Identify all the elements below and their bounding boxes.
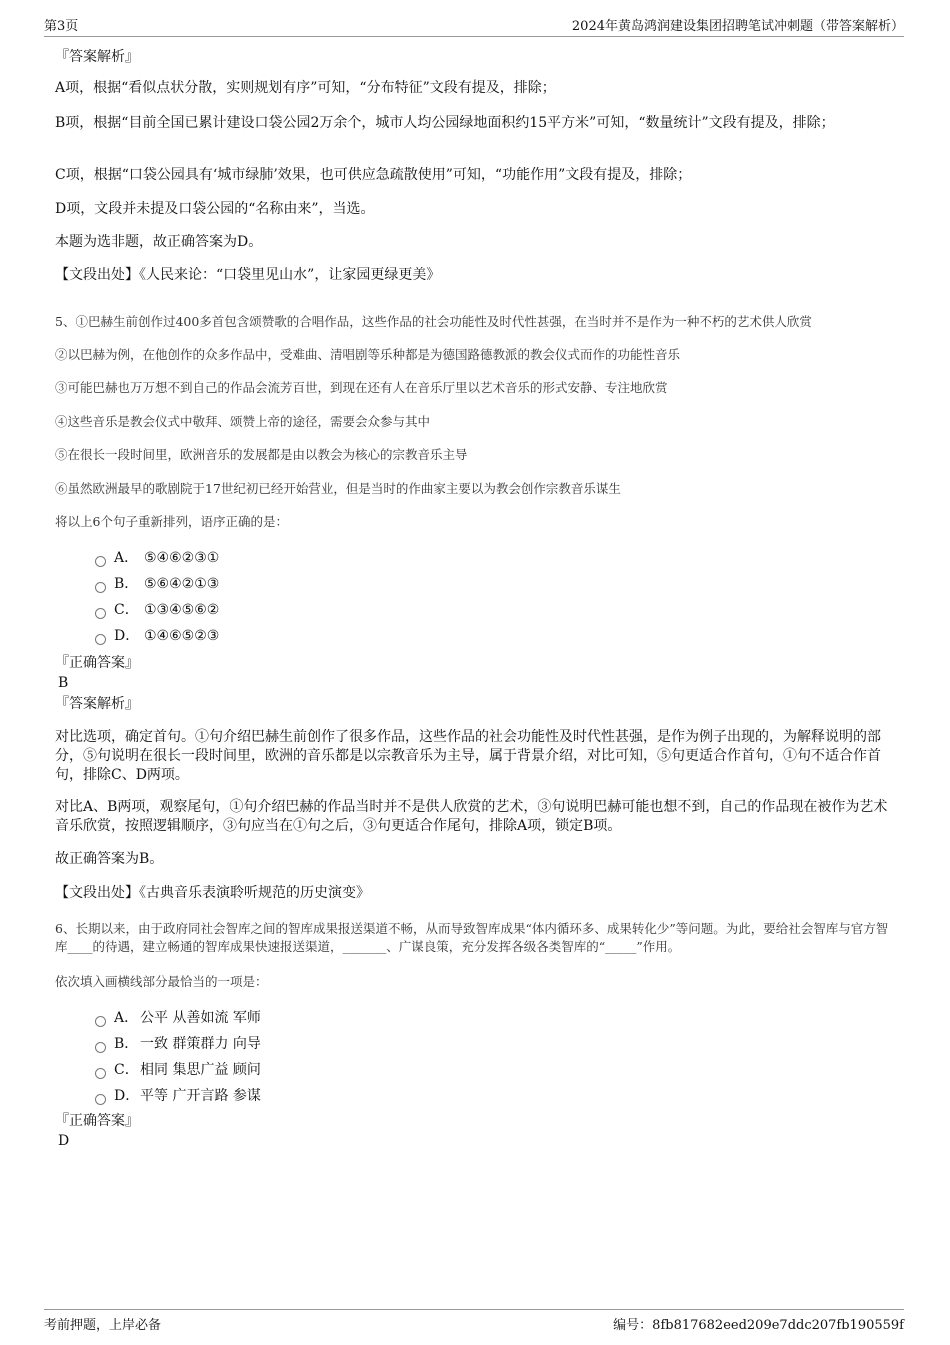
option-text: 相同 集思广益 顾问	[140, 1062, 261, 1078]
q5-source: 【文段出处】《古典音乐表演聆听规范的历史演变》	[55, 885, 370, 901]
radio-icon[interactable]	[95, 582, 106, 593]
q6-answer-label: 『正确答案』	[55, 1113, 139, 1129]
option-letter: D．	[114, 1088, 140, 1104]
q6-prompt: 依次填入画横线部分最恰当的一项是：	[55, 974, 268, 989]
q6-stem: 6、长期以来，由于政府同社会智库之间的智库成果报送渠道不畅，从而导致智库成果“体内循环多、成果转化少”等问题。为此，要给社会智库与官方智库____的待遇，建立畅通的智库成果快速报送渠道，_______、广谋良策，充分发挥各级各类智库的“_____”作用。	[55, 921, 889, 954]
q5-sentence-1: 5、①巴赫生前创作过400多首包含颂赞歌的合唱作品，这些作品的社会功能性及时代性甚强，在当时并不是作为一种不朽的艺术供人欣赏	[55, 314, 812, 329]
radio-icon[interactable]	[95, 608, 106, 619]
option-letter: D．	[114, 628, 140, 644]
q6-option-d[interactable]	[95, 1086, 890, 1106]
option-text: 一致 群策群力 向导	[140, 1036, 261, 1052]
option-letter: C．	[114, 1062, 139, 1078]
radio-icon[interactable]	[95, 1068, 106, 1079]
page-header	[44, 14, 904, 37]
q5-sentence-4: ④这些音乐是教会仪式中敬拜、颂赞上帝的途径，需要会众参与其中	[55, 414, 431, 429]
q5-option-b[interactable]	[95, 574, 890, 594]
source-citation: 【文段出处】《人民来论：“口袋里见山水”，让家园更绿更美》	[55, 267, 441, 283]
analysis-label: 『答案解析』	[55, 49, 139, 65]
radio-icon[interactable]	[95, 1016, 106, 1027]
option-text: 公平 从善如流 军师	[140, 1010, 261, 1026]
footer-slogan: 考前押题，上岸必备	[44, 1318, 162, 1333]
q5-option-d[interactable]	[95, 626, 890, 646]
q5-sentence-6: ⑥虽然欧洲最早的歌剧院于17世纪初已经开始营业，但是当时的作曲家主要以为教会创作宗教音乐谋生	[55, 481, 621, 496]
q5-sentence-3: ③可能巴赫也万万想不到自己的作品会流芳百世，到现在还有人在音乐厅里以艺术音乐的形式安静、专注地欣赏	[55, 380, 668, 395]
q5-sentence-2: ②以巴赫为例，在他创作的众多作品中，受难曲、清唱剧等乐种都是为德国路德教派的教会仪式而作的功能性音乐	[55, 347, 681, 362]
q5-analysis-1: 对比选项，确定首句。①句介绍巴赫生前创作了很多作品，这些作品的社会功能性及时代性甚强，是作为例子出现的，为解释说明的部分，⑤句说明在很长一段时间里，欧洲的音乐都是以宗教音乐为主导，属于背景介绍，对比可知，⑤句更适合作首句，①句不适合作首句，排除C、D两项。	[55, 729, 881, 783]
option-letter: A．	[114, 550, 139, 566]
radio-icon[interactable]	[95, 634, 106, 645]
radio-icon[interactable]	[95, 556, 106, 567]
option-letter: B．	[114, 1036, 139, 1052]
analysis-item-b: B项，根据“目前全国已累计建设口袋公园2万余个，城市人均公园绿地面积约15平方米”可知，“数量统计”文段有提及，排除；	[55, 115, 835, 131]
q6-option-c[interactable]	[95, 1060, 890, 1080]
q5-analysis-2: 对比A、B两项，观察尾句，①句介绍巴赫的作品当时并不是供人欣赏的艺术，③句说明巴赫可能也想不到，自己的作品现在被作为艺术音乐欣赏，按照逻辑顺序，③句应当在①句之后，③句更适合作尾句，排除A项，锁定B项。	[55, 799, 888, 834]
analysis-conclusion: 本题为选非题，故正确答案为D。	[55, 234, 263, 250]
analysis-item-a: A项，根据“看似点状分散，实则规划有序”可知，“分布特征”文段有提及，排除；	[55, 80, 556, 96]
q5-option-a[interactable]	[95, 548, 890, 568]
q6-answer: D	[58, 1133, 70, 1149]
option-letter: A．	[114, 1010, 139, 1026]
analysis-item-c: C项，根据“口袋公园具有‘城市绿肺’效果，也可供应急疏散使用”可知，“功能作用”文段有提及，排除；	[55, 167, 692, 183]
q5-analysis-3: 故正确答案为B。	[55, 851, 164, 867]
q5-options	[55, 548, 890, 646]
document-id: 编号：8fb817682eed209e7ddc207fb190559f	[613, 1318, 904, 1333]
q5-answer-label: 『正确答案』	[55, 655, 139, 671]
page-number: 第3页	[44, 19, 79, 34]
radio-icon[interactable]	[95, 1042, 106, 1053]
option-letter: B．	[114, 576, 139, 592]
q5-analysis-label: 『答案解析』	[55, 696, 139, 712]
q5-answer: B	[58, 675, 69, 691]
option-letter: C．	[114, 602, 139, 618]
option-text: 平等 广开言路 参谋	[140, 1088, 261, 1104]
analysis-item-d: D项，文段并未提及口袋公园的“名称由来”，当选。	[55, 201, 375, 217]
q6-options	[55, 1008, 890, 1106]
q6-option-b[interactable]	[95, 1034, 890, 1054]
option-text: ①④⑥⑤②③	[144, 628, 220, 644]
radio-icon[interactable]	[95, 1094, 106, 1105]
q5-prompt: 将以上6个句子重新排列，语序正确的是：	[55, 514, 288, 529]
option-text: ①③④⑤⑥②	[144, 602, 220, 618]
q5-option-c[interactable]	[95, 600, 890, 620]
q5-sentence-5: ⑤在很长一段时间里，欧洲音乐的发展都是由以教会为核心的宗教音乐主导	[55, 447, 468, 462]
document-title: 2024年黄岛鸿润建设集团招聘笔试冲刺题（带答案解析）	[571, 19, 904, 34]
q6-option-a[interactable]	[95, 1008, 890, 1028]
option-text: ⑤⑥④②①③	[144, 576, 220, 592]
page-footer	[44, 1309, 904, 1333]
option-text: ⑤④⑥②③①	[144, 550, 220, 566]
